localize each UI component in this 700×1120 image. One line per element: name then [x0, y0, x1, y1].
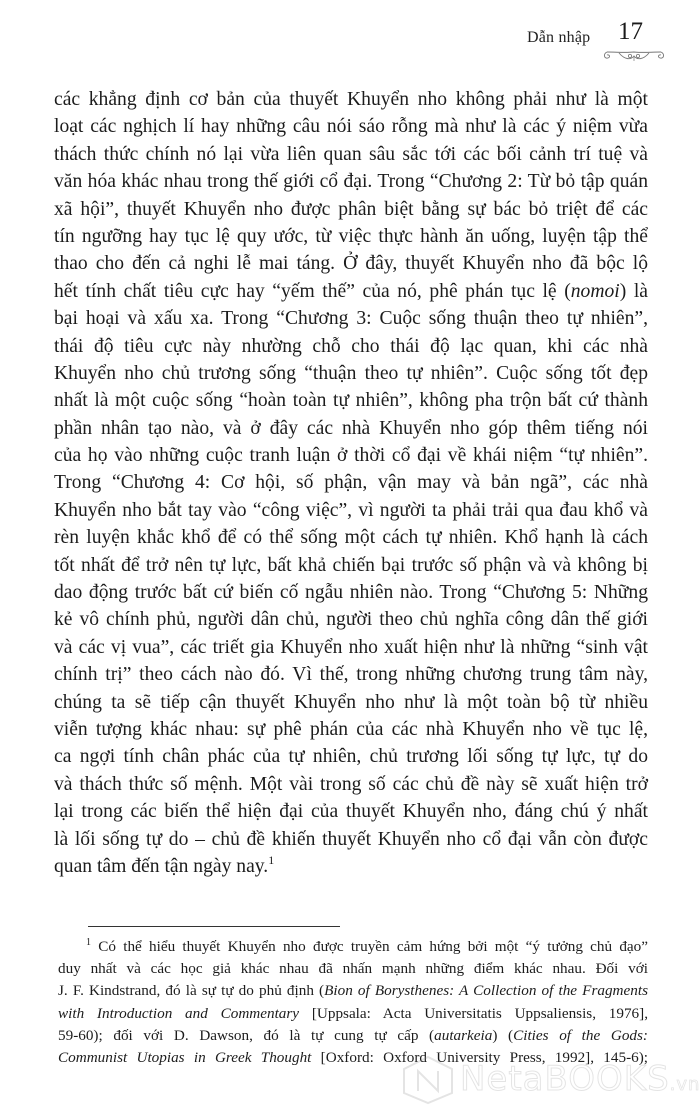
body-line: ca ngợi tính chân phác của tự nhiên, chủ trương lối sống tự lực, tự do — [54, 746, 648, 768]
footnote-line: $^1$ Có thể hiểu thuyết Khuyển nho được truyền cảm hứng bởi một “ý tưởng chủ đạo” — [86, 937, 649, 955]
netabooks-logo-icon — [400, 1055, 456, 1105]
flourish-ornament-icon — [603, 48, 665, 64]
book-title: Communist Utopias in Greek Thought — [58, 1048, 312, 1066]
body-line: thao cho đến cả nghi lễ mai táng. Ở đây, thuyết Khuyển nho đã bộc lộ — [54, 253, 648, 275]
body-line: của họ vào những cuộc tranh luận ở thời cổ đại về khái niệm “tự nhiên”. — [54, 445, 648, 467]
body-line: văn hóa khác nhau trong thế giới cổ đại. Trong “Chương 2: Từ bỏ tập quán — [54, 171, 648, 193]
body-line: thái độ tiêu cực này nhường chỗ cho thái độ lạc quan, khi các nhà — [54, 335, 648, 357]
footnote-line: J. F. Kindstrand, đó là sự tự do phủ định (Bion of Borysthenes: A Collection of the Fragments — [58, 982, 648, 1000]
body-line: rèn luyện khắc khổ để có thể sống một cách tự nhiên. Khổ hạnh là cách — [54, 527, 648, 549]
body-line: Khuyển nho bắt tay vào “công việc”, vì người ta phải trải qua đau khổ và — [54, 499, 648, 521]
body-line: Khuyển nho chủ trương sống “thuận theo tự nhiên”. Cuộc sống tốt đẹp — [54, 362, 648, 384]
body-line: phần nhân tạo nào, và ở đây các nhà Khuyển nho góp thêm tiếng nói — [54, 417, 648, 439]
page-number: 17 — [618, 18, 643, 45]
body-line: tốt nhất để trở nên tự lực, bất khả chiến bại trước số phận và và không bị — [54, 554, 648, 576]
greek-term: nomoi — [570, 280, 620, 302]
body-line: là lối sống tự do – chủ đề khiến thuyết Khuyển nho cổ đại vẫn còn được — [54, 828, 648, 850]
footnote-line: Communist Utopias in Greek Thought [Oxford: Oxford University Press, 1992], 145-6); — [58, 1048, 648, 1066]
body-line: nhất là một cuộc sống “hoàn toàn tự nhiên”, không pha trộn bất cứ thành — [54, 390, 648, 412]
body-line: và các vị vua”, các triết gia Khuyển nho xuất hiện như là những “sinh vật — [54, 636, 648, 658]
footnote-marker: 1 — [86, 937, 91, 948]
footnote-line: with Introduction and Commentary [Uppsala: Acta Universitatis Uppsaliensis, 1976], — [58, 1004, 648, 1022]
footnote-reference[interactable]: 1 — [268, 852, 275, 867]
body-line: xã hội”, thuyết Khuyển nho được phân biệt bằng sự bác bỏ triệt để các — [54, 198, 648, 220]
book-title: with Introduction and Commentary — [58, 1004, 300, 1022]
body-line: loạt các nghịch lí hay những câu nói sáo rỗng mà như là các ý niệm vừa — [54, 116, 648, 138]
body-line: tín ngưỡng hay tục lệ quy ước, từ việc thực hành ăn uống, luyện tập thể — [54, 225, 648, 247]
book-title: Bion of Borysthenes: A Collection of the Fragments — [324, 982, 648, 1000]
body-line: chính trị” theo cách nào đó. Vì thế, trong những chương trung tâm này, — [54, 664, 648, 686]
body-line-last: quan tâm đến tận ngày nay.$^1$ — [54, 852, 275, 877]
body-line: thách thức chính nó lại vừa liên quan sâu sắc tới các bối cảnh trí tuệ và — [54, 143, 648, 165]
body-line: và thách thức số mệnh. Một vài trong số các chủ đề này sẽ xuất hiện trở — [54, 773, 648, 795]
body-line: kẻ vô chính phủ, người dân chủ, người theo chủ nghĩa công dân thế giới — [54, 609, 648, 631]
watermark-brand: NetaBOOKS.vn — [460, 1059, 700, 1099]
footnote-line: duy nhất và các học giả khác nhau đã nhấn mạnh những điểm khác nhau. Đối với — [58, 960, 648, 978]
body-paragraph — [54, 86, 648, 880]
footnote-divider — [88, 926, 340, 927]
body-line: viễn tượng khác nhau: sự phê phán của các nhà Khuyển nho về tục lệ, — [54, 718, 648, 740]
footnote-line: 59-60); đối với D. Dawson, đó là tự cung tự cấp (autarkeia) (Cities of the Gods: — [58, 1026, 648, 1044]
body-line: các khẳng định cơ bản của thuyết Khuyển nho không phải như là một — [54, 89, 648, 110]
running-title: Dẫn nhập — [527, 29, 591, 46]
body-line: Trong “Chương 4: Cơ hội, số phận, vận may và bản ngã”, các nhà — [54, 472, 648, 494]
body-line: dao động trước bất cứ biến cố ngẫu nhiên nào. Trong “Chương 5: Những — [54, 582, 648, 604]
body-line: hết tính chất tiêu cực hay “yếm thế” của nó, phê phán tục lệ (nomoi) là — [54, 280, 648, 302]
body-line: chúng ta sẽ tiếp cận thuyết Khuyển nho như là một toàn bộ từ nhiều — [54, 691, 648, 713]
body-line: lại trong các biến thể hiện đại của thuyết Khuyển nho, đáng chú ý nhất — [54, 801, 648, 823]
watermark — [400, 1055, 700, 1105]
body-line: bại hoại và xấu xa. Trong “Chương 3: Cuộc sống thuận theo tự nhiên”, — [54, 308, 648, 330]
greek-term: autarkeia — [434, 1026, 493, 1044]
footnote — [58, 936, 648, 1069]
book-title: Cities of the Gods: — [513, 1026, 648, 1044]
running-head — [0, 14, 700, 64]
